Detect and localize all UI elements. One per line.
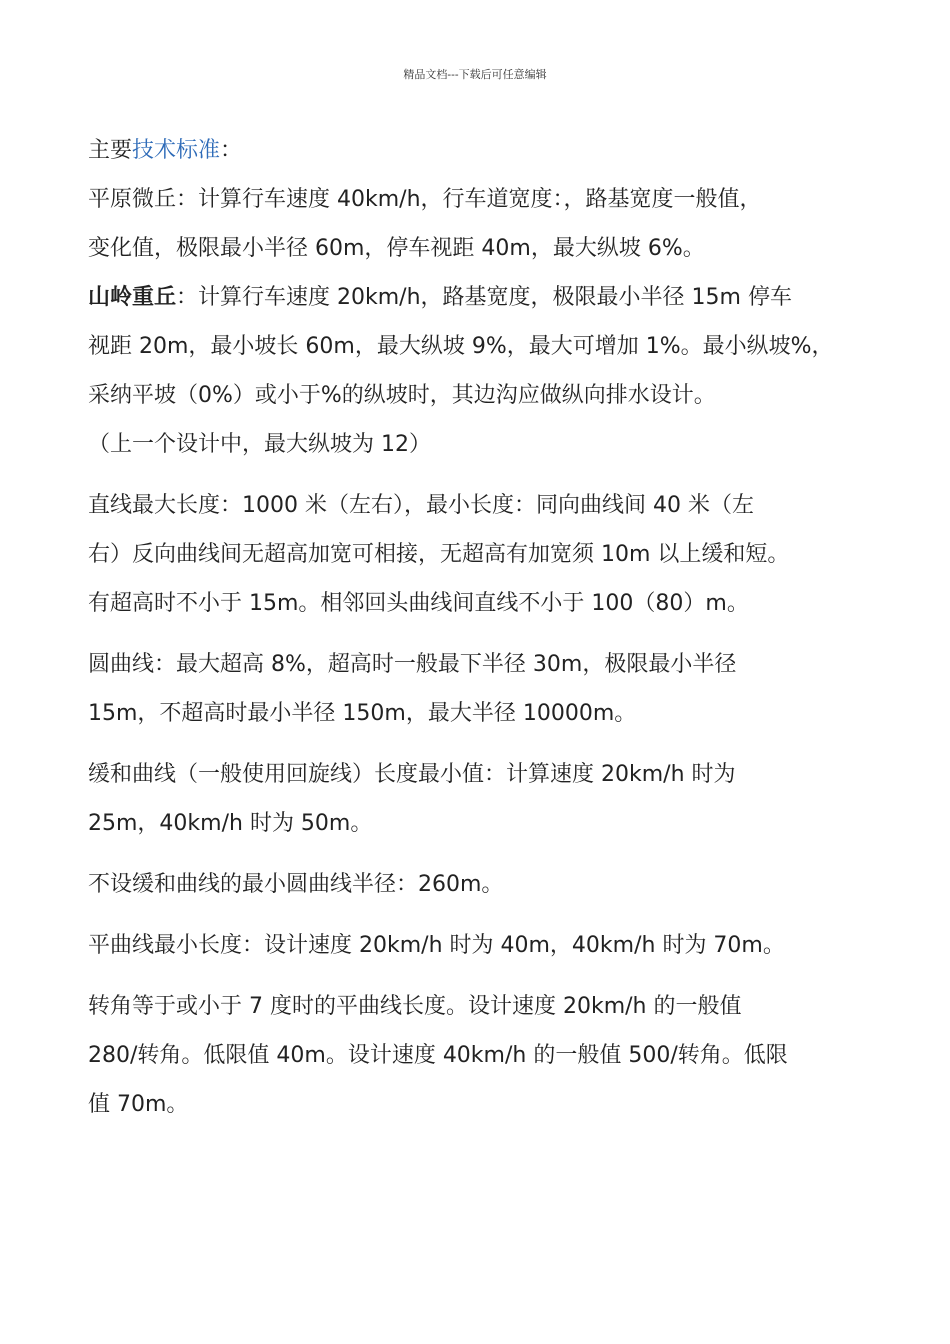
text-line: 采纳平坡（0%）或小于%的纵坡时，其边沟应做纵向排水设计。 (88, 383, 716, 408)
mountain-label: 山岭重丘 (88, 285, 177, 310)
heading-suffix: ： (220, 138, 243, 163)
no-transition-paragraph (88, 860, 888, 909)
mountain-line1-rest: ：计算行车速度 20km/h，路基宽度，极限最小半径 15m 停车 (176, 285, 792, 310)
text-line: 视距 20m，最小坡长 60m，最大纵坡 9%，最大可增加 1%。最小纵坡%， (88, 334, 834, 359)
text-line: 280/转角。低限值 40m。设计速度 40km/h 的一般值 500/转角。低限 (88, 1043, 788, 1068)
page-header: 精品文档---下载后可任意编辑 (403, 68, 547, 81)
text-line (88, 273, 888, 322)
transition-curve-paragraph (88, 750, 888, 848)
text-line: 25m，40km/h 时为 50m。 (88, 811, 373, 836)
heading-highlight: 技术标准 (132, 138, 221, 163)
document-body (88, 126, 888, 1129)
flat-curve-paragraph (88, 921, 888, 970)
text-line: 变化值，极限最小半径 60m，停车视距 40m，最大纵坡 6%。 (88, 236, 705, 261)
plain-terrain-paragraph (88, 175, 888, 273)
section-heading (88, 126, 888, 175)
straight-line-paragraph (88, 481, 888, 628)
text-line: 平原微丘：计算行车速度 40km/h，行车道宽度：，路基宽度一般值， (88, 187, 762, 212)
text-line: 平曲线最小长度：设计速度 20km/h 时为 40m，40km/h 时为 70m。 (88, 933, 785, 958)
text-line: 15m，不超高时最小半径 150m，最大半径 10000m。 (88, 701, 637, 726)
text-line: 值 70m。 (88, 1092, 189, 1117)
turn-angle-paragraph (88, 982, 888, 1129)
text-line: 右）反向曲线间无超高加宽可相接，无超高有加宽须 10m 以上缓和短。 (88, 542, 790, 567)
heading-prefix: 主要 (88, 138, 133, 163)
text-line: 转角等于或小于 7 度时的平曲线长度。设计速度 20km/h 的一般值 (88, 994, 742, 1019)
text-line: 不设缓和曲线的最小圆曲线半径：260m。 (88, 872, 504, 897)
text-line: 圆曲线：最大超高 8%，超高时一般最下半径 30m，极限最小半径 (88, 652, 737, 677)
text-line: 直线最大长度：1000 米（左右），最小长度：同向曲线间 40 米（左 (88, 493, 754, 518)
text-line: 缓和曲线（一般使用回旋线）长度最小值：计算速度 20km/h 时为 (88, 762, 736, 787)
circular-curve-paragraph (88, 640, 888, 738)
text-line: （上一个设计中，最大纵坡为 12） (88, 432, 431, 457)
mountain-terrain-paragraph (88, 273, 888, 469)
text-line: 有超高时不小于 15m。相邻回头曲线间直线不小于 100（80）m。 (88, 591, 749, 616)
